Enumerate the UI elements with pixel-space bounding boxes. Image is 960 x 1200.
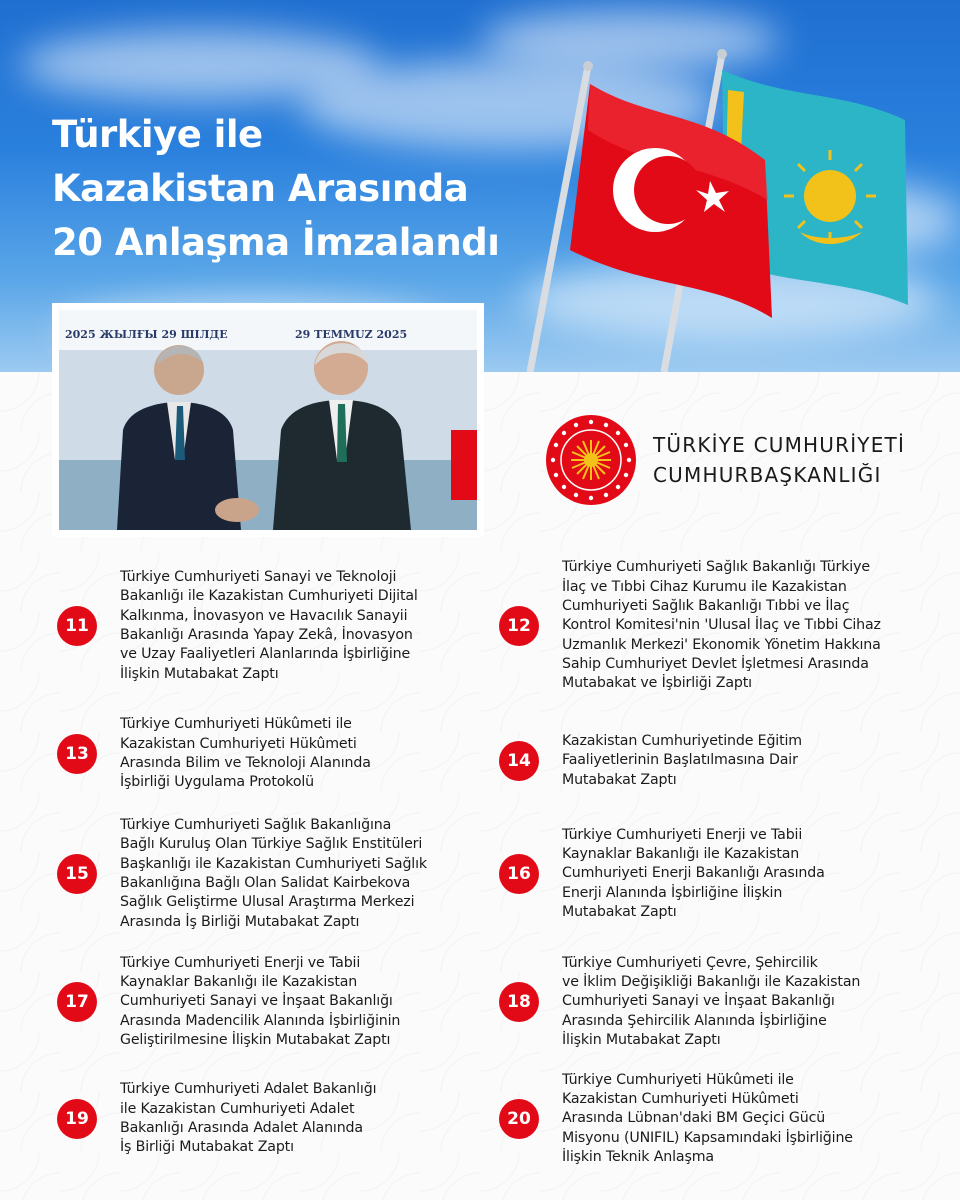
- agreement-line: Mutabakat ve İşbirliği Zaptı: [562, 675, 752, 692]
- kazakh-sun: [804, 170, 856, 222]
- agreement-line: Kalkınma, İnovasyon ve Havacılık Sanayii: [120, 607, 408, 624]
- agreement-number-badge: 15: [57, 854, 97, 894]
- agreement-text: [562, 732, 802, 790]
- photo-banner-left: 2025 ЖЫЛҒЫ 29 ШІЛДЕ: [65, 328, 228, 341]
- presidency-line-2: CUMHURBAŞKANLIĞI: [653, 463, 882, 487]
- agreement-line: Kazakistan Cumhuriyetinde Eğitim: [562, 733, 802, 750]
- agreement-line: Kazakistan Cumhuriyeti Hükûmeti: [120, 735, 357, 752]
- agreement-line: Türkiye Cumhuriyeti Sağlık Bakanlığına: [120, 817, 392, 834]
- agreement-line: Cumhuriyeti Sağlık Bakanlığı Tıbbi ve İlaç: [562, 598, 850, 615]
- agreement-line: Türkiye Cumhuriyeti Hükûmeti ile: [562, 1071, 794, 1088]
- title-line-1: Türkiye ile: [52, 113, 263, 156]
- agreement-line: Kaynaklar Bakanlığı ile Kazakistan: [120, 974, 358, 991]
- agreement-line: İlaç ve Tıbbi Cihaz Kurumu ile Kazakistan: [562, 578, 847, 595]
- agreement-item-20: [499, 1070, 909, 1168]
- agreement-line: İlişkin Mutabakat Zaptı: [562, 1031, 721, 1048]
- agreement-text: [562, 558, 881, 693]
- agreement-number-badge: 20: [499, 1099, 539, 1139]
- presidential-seal-icon: [545, 414, 637, 506]
- agreement-item-16: [499, 825, 909, 923]
- agreement-text: [562, 1071, 853, 1167]
- agreement-line: Türkiye Cumhuriyeti Sanayi ve Teknoloji: [120, 569, 397, 586]
- agreement-text: [562, 954, 860, 1050]
- agreement-line: Türkiye Cumhuriyeti Çevre, Şehircilik: [562, 954, 818, 971]
- agreement-number-badge: 17: [57, 982, 97, 1022]
- agreement-line: ve Uzay Faaliyetleri Alanlarında İşbirliğine: [120, 646, 411, 663]
- agreement-line: İş Birliği Mutabakat Zaptı: [120, 1139, 294, 1156]
- agreement-line: Arasında Lübnan'daki BM Geçici Gücü: [562, 1110, 826, 1127]
- agreement-text: [120, 715, 371, 792]
- agreement-text: [120, 568, 418, 684]
- agreement-line: Kazakistan Cumhuriyeti Hükûmeti: [562, 1091, 799, 1108]
- agreement-line: Bakanlığı ile Kazakistan Cumhuriyeti Dijital: [120, 588, 418, 605]
- agreement-text: [120, 816, 427, 932]
- agreement-line: Cumhuriyeti Sanayi ve İnşaat Bakanlığı: [120, 993, 393, 1010]
- photo-banner-right: 29 TEMMUZ 2025: [295, 328, 408, 341]
- agreement-line: İlişkin Mutabakat Zaptı: [120, 665, 279, 682]
- agreement-item-11: [57, 568, 467, 684]
- agreement-line: Arasında Şehircilik Alanında İşbirliğine: [562, 1012, 827, 1029]
- agreement-line: Kaynaklar Bakanlığı ile Kazakistan: [562, 846, 800, 863]
- agreement-text: [562, 826, 825, 922]
- agreement-line: Mutabakat Zaptı: [562, 771, 677, 788]
- agreement-number-badge: 16: [499, 854, 539, 894]
- agreement-line: Mutabakat Zaptı: [562, 903, 677, 920]
- agreement-line: Türkiye Cumhuriyeti Enerji ve Tabii: [120, 954, 361, 971]
- agreement-number-badge: 14: [499, 741, 539, 781]
- agreement-line: Cumhuriyeti Sanayi ve İnşaat Bakanlığı: [562, 993, 835, 1010]
- agreement-number-badge: 18: [499, 982, 539, 1022]
- agreement-line: Türkiye Cumhuriyeti Enerji ve Tabii: [562, 826, 803, 843]
- agreement-text: [120, 954, 400, 1050]
- agreement-item-15: [57, 816, 467, 932]
- agreement-number-badge: 19: [57, 1099, 97, 1139]
- agreement-line: Türkiye Cumhuriyeti Adalet Bakanlığı: [120, 1081, 377, 1098]
- agreement-line: Türkiye Cumhuriyeti Hükûmeti ile: [120, 716, 352, 733]
- agreement-item-18: [499, 953, 909, 1051]
- leaders-photo: [52, 303, 484, 537]
- agreement-item-13: [57, 715, 467, 793]
- agreement-line: Geliştirilmesine İlişkin Mutabakat Zaptı: [120, 1031, 391, 1048]
- agreement-line: Başkanlığı ile Kazakistan Cumhuriyeti Sağlık: [120, 855, 427, 872]
- agreement-line: İşbirliği Uygulama Protokolü: [120, 774, 315, 791]
- agreement-line: Kontrol Komitesi'nin 'Ulusal İlaç ve Tıbbi Cihaz: [562, 617, 881, 634]
- agreement-line: ile Kazakistan Cumhuriyeti Adalet: [120, 1100, 355, 1117]
- agreement-line: Sahip Cumhuriyet Devlet İşletmesi Arasında: [562, 655, 869, 672]
- agreement-line: Bakanlığı Arasında Yapay Zekâ, İnovasyon: [120, 627, 413, 643]
- title-line-2: Kazakistan Arasında: [52, 167, 469, 210]
- handshake-illustration: [59, 310, 477, 530]
- agreement-line: ve İklim Değişikliği Bakanlığı ile Kazakistan: [562, 974, 861, 991]
- agreement-line: Cumhuriyeti Enerji Bakanlığı Arasında: [562, 865, 825, 882]
- agreement-item-14: [499, 731, 909, 791]
- agreement-number-badge: 12: [499, 606, 539, 646]
- agreement-line: Uzmanlık Merkezi' Ekonomik Yönetim Hakkına: [562, 636, 881, 653]
- agreement-line: Bağlı Kuruluş Olan Türkiye Sağlık Enstitüleri: [120, 836, 423, 853]
- title-line-3: 20 Anlaşma İmzalandı: [52, 221, 500, 264]
- agreement-item-19: [57, 1080, 467, 1158]
- agreement-line: İlişkin Teknik Anlaşma: [562, 1148, 714, 1165]
- agreement-item-12: [499, 558, 909, 694]
- presidency-line-1: TÜRKİYE CUMHURİYETİ: [653, 433, 906, 457]
- agreement-line: Faaliyetlerinin Başlatılmasına Dair: [562, 752, 798, 769]
- agreement-line: Enerji Alanında İşbirliğine İlişkin: [562, 884, 783, 901]
- agreement-number-badge: 13: [57, 734, 97, 774]
- agreement-line: Misyonu (UNIFIL) Kapsamındaki İşbirliğine: [562, 1129, 853, 1146]
- agreement-line: Arasında Madencilik Alanında İşbirliğinin: [120, 1012, 401, 1029]
- agreement-line: Arasında İş Birliği Mutabakat Zaptı: [120, 913, 360, 930]
- presidency-name: [653, 430, 905, 490]
- agreement-line: Bakanlığı Arasında Adalet Alanında: [120, 1120, 363, 1136]
- page-title: [52, 108, 499, 270]
- agreement-item-17: [57, 953, 467, 1051]
- agreement-line: Bakanlığına Bağlı Olan Salidat Kairbekova: [120, 875, 411, 891]
- agreement-line: Arasında Bilim ve Teknoloji Alanında: [120, 755, 371, 771]
- agreement-line: Sağlık Geliştirme Ulusal Araştırma Merkezi: [120, 894, 415, 911]
- presidency-logo: [545, 414, 905, 506]
- agreement-line: Türkiye Cumhuriyeti Sağlık Bakanlığı Türkiye: [562, 559, 870, 576]
- agreement-text: [120, 1080, 376, 1157]
- agreement-number-badge: 11: [57, 606, 97, 646]
